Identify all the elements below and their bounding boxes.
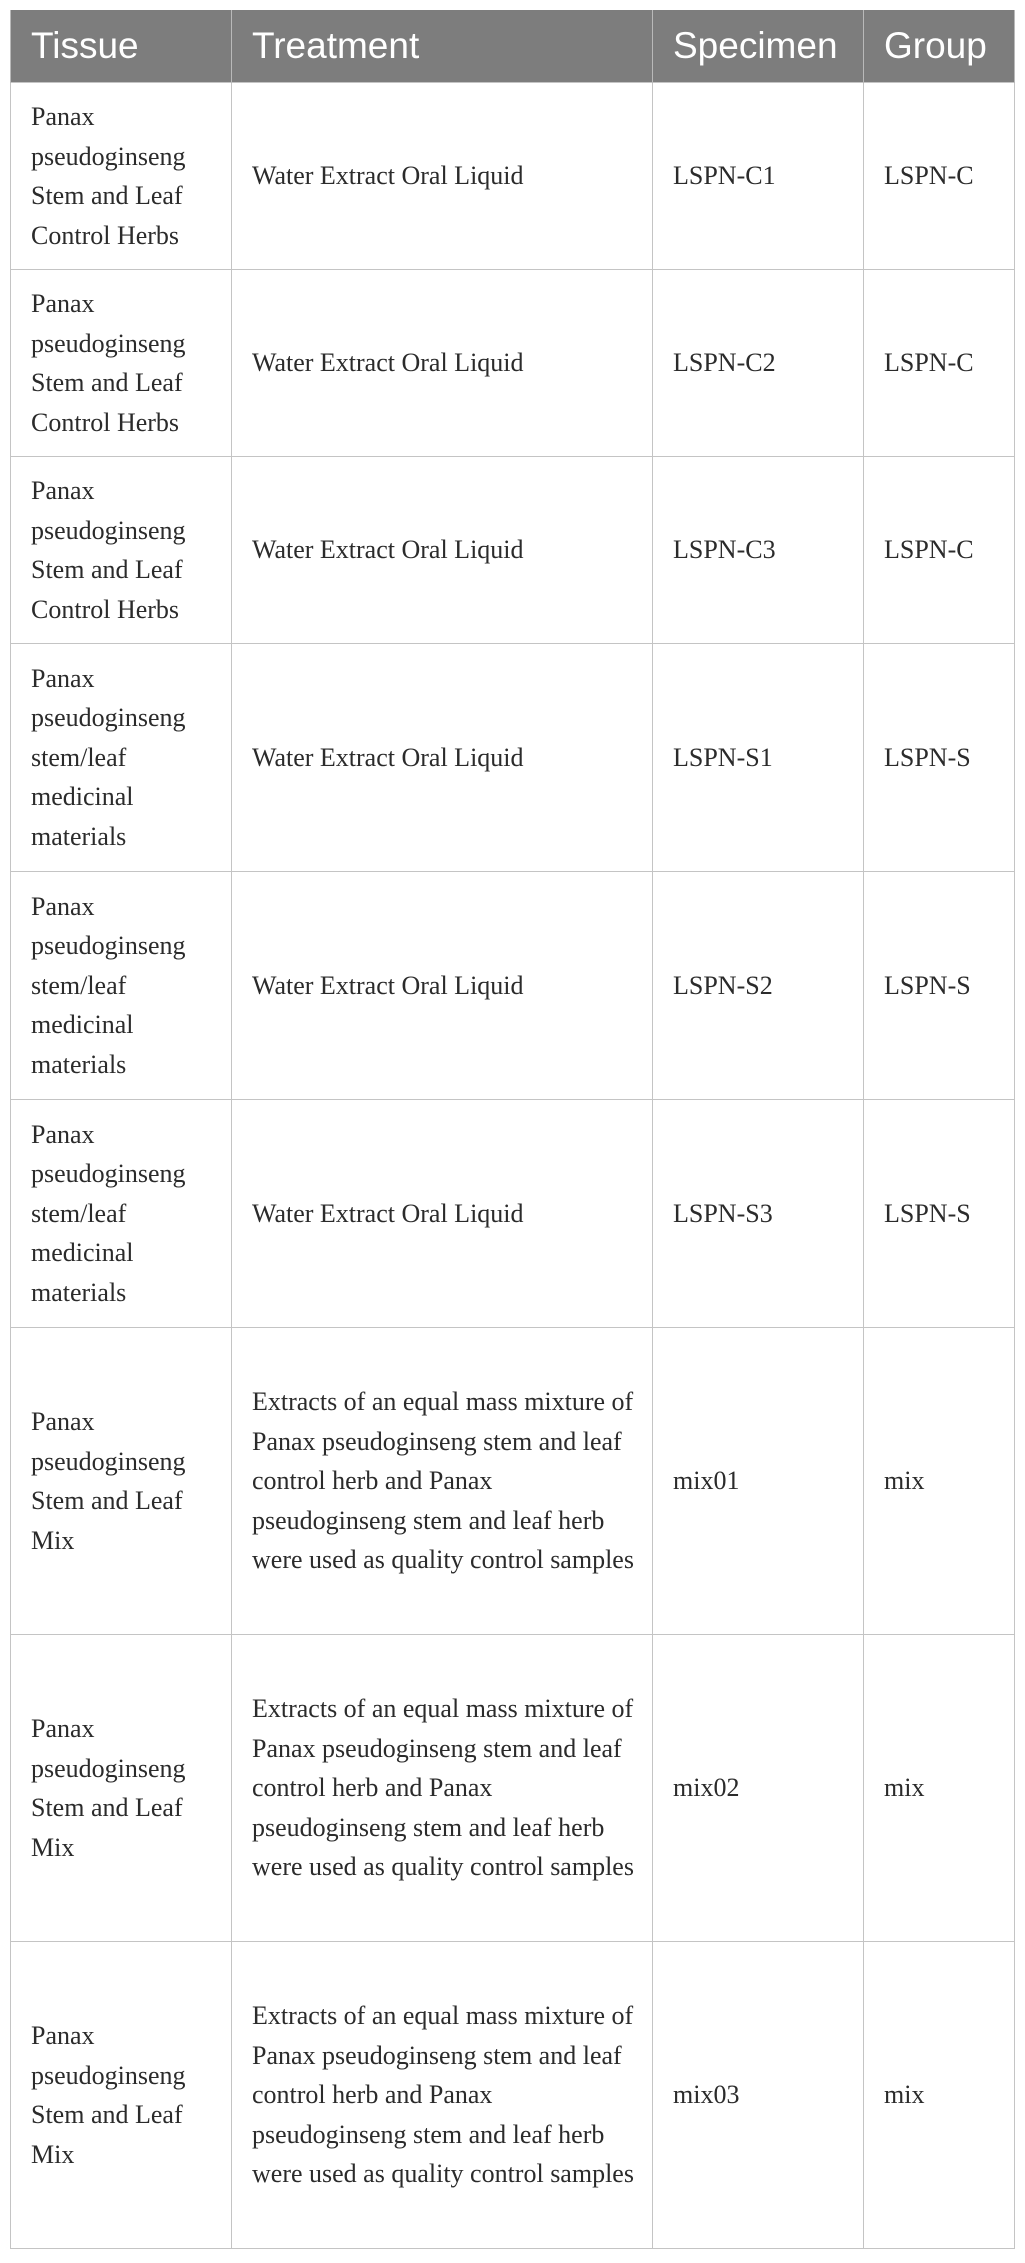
cell-tissue: Panax pseudoginseng Stem and Leaf Mix: [11, 1635, 232, 1942]
header-row: [11, 10, 1015, 83]
cell-specimen: LSPN-C1: [653, 83, 864, 270]
cell-specimen: LSPN-C3: [653, 457, 864, 644]
table-row: [11, 1942, 1015, 2249]
cell-specimen: LSPN-S3: [653, 1100, 864, 1328]
cell-group: mix: [864, 1942, 1015, 2249]
specimen-table: [10, 10, 1015, 2249]
table-row: [11, 872, 1015, 1100]
header-group: Group: [864, 10, 1015, 83]
header-specimen: Specimen: [653, 10, 864, 83]
cell-tissue: Panax pseudoginseng stem/leaf medicinal materials: [11, 644, 232, 872]
specimen-table-container: [10, 10, 1014, 2249]
cell-treatment: Water Extract Oral Liquid: [232, 83, 653, 270]
header-treatment: Treatment: [232, 10, 653, 83]
table-body: [11, 83, 1015, 2249]
table-row: [11, 1635, 1015, 1942]
cell-treatment: Water Extract Oral Liquid: [232, 270, 653, 457]
header-tissue: Tissue: [11, 10, 232, 83]
table-row: [11, 644, 1015, 872]
cell-specimen: LSPN-C2: [653, 270, 864, 457]
cell-tissue: Panax pseudoginseng stem/leaf medicinal materials: [11, 872, 232, 1100]
cell-group: LSPN-C: [864, 270, 1015, 457]
cell-treatment: Water Extract Oral Liquid: [232, 872, 653, 1100]
cell-tissue: Panax pseudoginseng Stem and Leaf Control Herbs: [11, 270, 232, 457]
cell-group: LSPN-S: [864, 1100, 1015, 1328]
cell-treatment: Water Extract Oral Liquid: [232, 457, 653, 644]
table-row: [11, 83, 1015, 270]
table-header: [11, 10, 1015, 83]
cell-group: LSPN-S: [864, 644, 1015, 872]
cell-specimen: LSPN-S2: [653, 872, 864, 1100]
cell-specimen: mix02: [653, 1635, 864, 1942]
cell-tissue: Panax pseudoginseng Stem and Leaf Mix: [11, 1942, 232, 2249]
cell-tissue: Panax pseudoginseng Stem and Leaf Mix: [11, 1328, 232, 1635]
table-row: [11, 270, 1015, 457]
table-row: [11, 1100, 1015, 1328]
cell-treatment: Extracts of an equal mass mixture of Panax pseudoginseng stem and leaf control herb and Panax pseudoginseng stem and leaf herb were used as quality control samples: [232, 1328, 653, 1635]
cell-tissue: Panax pseudoginseng stem/leaf medicinal materials: [11, 1100, 232, 1328]
cell-group: LSPN-S: [864, 872, 1015, 1100]
cell-treatment: Extracts of an equal mass mixture of Panax pseudoginseng stem and leaf control herb and Panax pseudoginseng stem and leaf herb were used as quality control samples: [232, 1942, 653, 2249]
cell-group: mix: [864, 1635, 1015, 1942]
cell-tissue: Panax pseudoginseng Stem and Leaf Control Herbs: [11, 457, 232, 644]
table-row: [11, 457, 1015, 644]
cell-treatment: Water Extract Oral Liquid: [232, 1100, 653, 1328]
table-row: [11, 1328, 1015, 1635]
cell-tissue: Panax pseudoginseng Stem and Leaf Control Herbs: [11, 83, 232, 270]
cell-group: LSPN-C: [864, 83, 1015, 270]
cell-treatment: Extracts of an equal mass mixture of Panax pseudoginseng stem and leaf control herb and Panax pseudoginseng stem and leaf herb were used as quality control samples: [232, 1635, 653, 1942]
cell-group: LSPN-C: [864, 457, 1015, 644]
cell-treatment: Water Extract Oral Liquid: [232, 644, 653, 872]
cell-specimen: mix03: [653, 1942, 864, 2249]
cell-group: mix: [864, 1328, 1015, 1635]
cell-specimen: mix01: [653, 1328, 864, 1635]
cell-specimen: LSPN-S1: [653, 644, 864, 872]
